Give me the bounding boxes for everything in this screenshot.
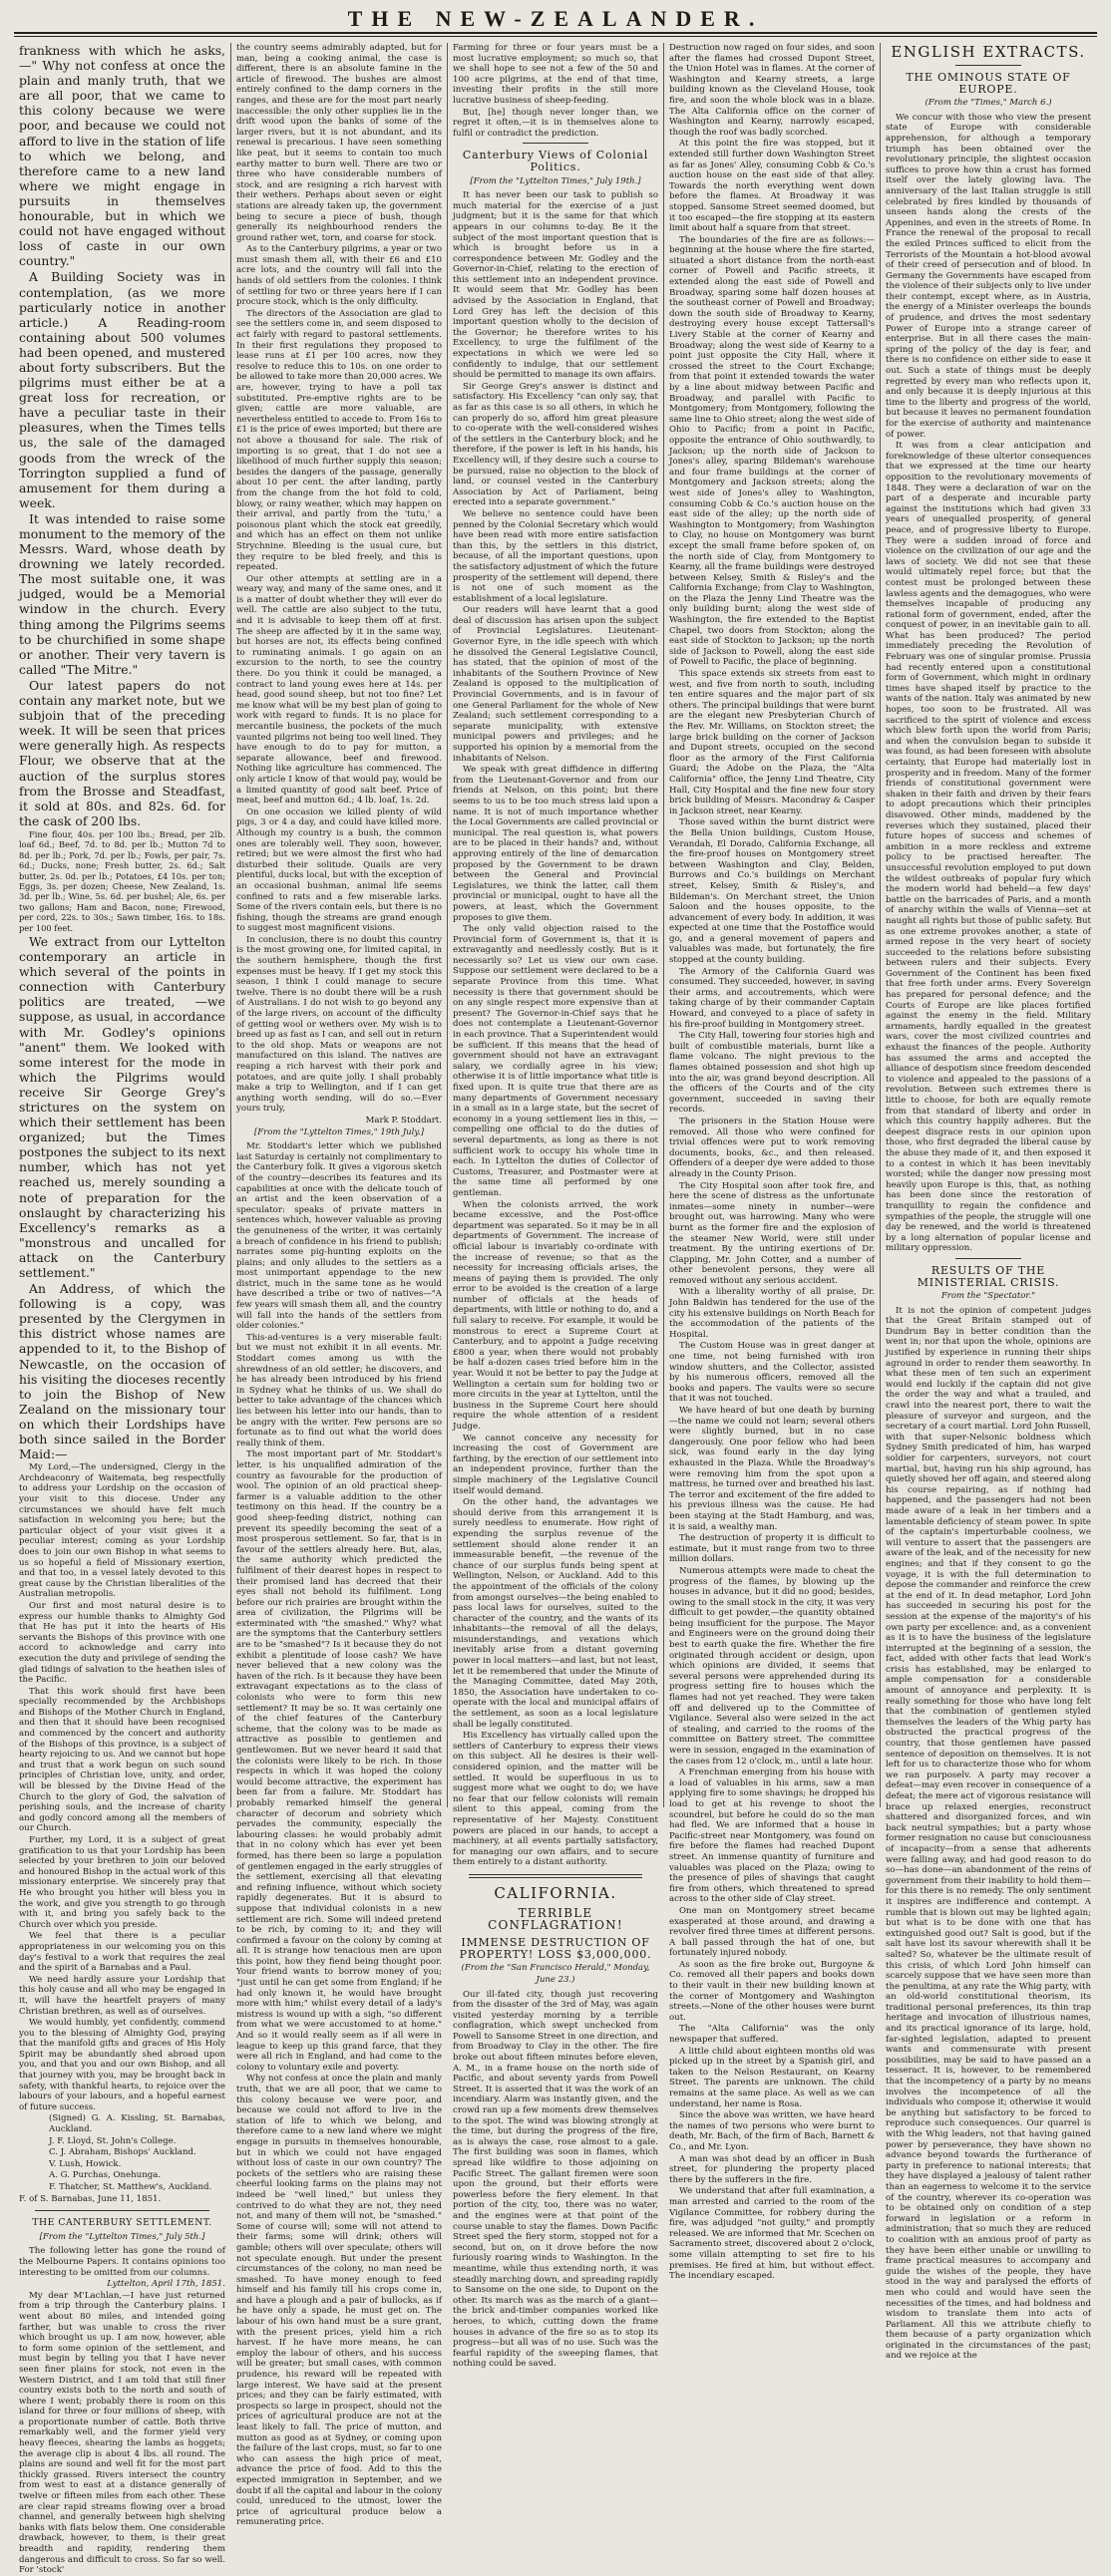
- article-paragraph: frankness with which he asks,—" Why not confess at once the plain and manly truth, that we are all poor, that we came to this colony because we were poor, and because we could not afford to live in the station of life to which we belong, and therefore came to a new land where we might engage in pursuits in themselves honourable, but in which we could not have engaged without loss of caste in our own country.": [19, 43, 226, 269]
- article-paragraph: It was intended to raise some monument to the memory of the Messrs. Ward, whose death by drowning we lately recorded. The most suitable one, it was judged, would be a Memorial window in the church. Every thing among the Pilgrims seems to be churchified in some shape or another. Their very tavern is called "The Mitre.": [19, 510, 225, 677]
- article-paragraph: The most important part of Mr. Stoddart's letter, is his unqualified admiration of the country as favourable for the production of wool. The opinion of an old practical sheep-farmer is a valuable addition to the other testimony on this head. If the country be a good sheep-feeding district, nothing can prevent its speedily becoming the seat of a most prosperous settlement. So far, that is in favour of the settlers already here. But, alas, the same authority which predicted the fulfilment of their dearest hopes in respect to their promised land has decreed that their eyes shall not behold its fulfilment. Long before our rich prairies are brought within the area of civilization, the Pilgrims will be exterminated with "the smashed." Why? what are the symptoms that the Canterbury settlers are to be "smashed"? Is it because they do not exhibit a plentitude of loose cash? We have never believed that a new colony was the haven of the rich. Is it because they have been extravagant expectations as to the class of colonists who were to form this new settlement? It may be so. It was certainly one of the chief features of the Canterbury scheme, that the colony was to be made as attractive as possible to gentlemen and gentlewomen. But we never heard it said that the colonists were likely to be rich. In those respects in which it was hoped the colony would become attractive, the experiment has been far from a failure. Mr. Stoddart has probably remarked himself the general character of decorum and sobriety which pervades the community, especially the labouring classes: he would probably admit that in no colony which has ever yet been formed, has there been so large a population of gentlemen engaged in the early struggles of the settlement, exercising all that elevating and refining influence, without which society rapidly degenerates. But it is absurd to suppose that individual colonists in a new settlement are rich. Some will indeed pretend to be rich, by coming to it; and they will confirmed a favour on the colony by coming at all. It is strange how tenacious men are upon this point, how they fiend being thought poor. Your friend wants to borrow money of you; "just until he can get some from England; if he had only known it, he would have brought more with him;" whilst every detail of a lady's mistress is wound up with a sigh, "so different from what we were accustomed to at home." And so it would really seem as if all were in league to keep up this grand farce, that they were all rich in England, and had come to the colony to voluntary exile and poverty.: [236, 1449, 442, 2073]
- article-paragraph: Those saved within the burnt district were the Bella Union buildings, Custom House, Verandah, El Dorado, California Exchange, all the fire-proof houses on Montgomery street between Washington and Clay, Belden, Burrows and Co.'s buildings on Merchant street, Kelsey, Smith & Risley's, and Bildeman's. On Merchant street, the Union Saloon and the houses opposite, to the advancement of every body. In addition, it was expected at one time that the Postoffice would go, and a general movement of papers and valuables was made, but fortunately, the fire stopped at the county building.: [669, 817, 875, 966]
- letter-paragraph: My dear M'Lachlan,—I have just returned from a trip through the Canterbury plains. I went about 80 miles, and intended going farther, but was unable to cross the river which brought us up. I am now, however, able to form some opinion of the settlement, and must begin by telling you that I have never seen finer plains for stock, not even in the Western District, and I am told that still finer country exists both to the north and south of where I went; probably there is room on this island for three or four millions of sheep, with a proportionate number of cattle. Both thrive remarkably well, and the former yield very heavy fleeces, shearing the lambs as hoggets; the average clip is about 4 lbs. all round. The plains are sound and well fit for the most part thickly grassed. Rivers intersect the country from west to east at a distance generally of twelve or fifteen miles from each other. These are clear rapid streams flowing over a broad channel, and generally between high shelving banks with flats below them. One considerable drawback, however, to them, is their great breadth and rapidity, rendering them dangerous and difficult to cross. So far so well. For 'stock': [19, 2290, 225, 2576]
- section-divider: [35, 2210, 209, 2211]
- source-line: [From the "Lyttelton Times," July 5th.]: [39, 2231, 205, 2242]
- signature-line: (Signed) G. A. Kissling, St. Barnabas, Auckland.: [49, 2113, 225, 2135]
- masthead-title: THE NEW-ZEALANDER.: [347, 6, 764, 31]
- article-paragraph: It has never been our task to publish so much material for the exercise of a just judgment; but it is the same for that which appears in our columns to-day. Be it the subject of the most important question that is which is brought before us in a correspondence between Mr. Godley and the Governor-in-Chief, relating to the erection of this settlement into an independent province. It would seem that Mr. Godley has been advised by the Association in England, that Lord Grey has left the decision of this important question wholly to the decision of the Governor; he therefore writes to his Excellency, to urge the fulfilment of the expectations in which we were led so confidently to indulge, that our settlement should be permitted to manage its own affairs.: [453, 190, 658, 381]
- section-divider: [955, 1258, 1021, 1259]
- section-subheading: THE OMINOUS STATE OF EUROPE.: [906, 71, 1071, 96]
- column-1: [14, 43, 230, 2576]
- letter-paragraph: On one occasion we killed plenty of wild pigs, 3 or 4 a day, and could have killed more. Although my country is a bush, the common ones are tolerably well. They soon, however, retired; but we were almost the first who had disturbed their solitude. Quails are very plentiful, ducks local, but with the exception of an occasional bushman, animal life seems confined to rats and a few miserable larks. Some of the rivers contain eels, but there is no fishing, though the streams are grand enough to suggest most magnificent visions.: [236, 806, 442, 934]
- article-paragraph: This space extends six streets from east to west, and five from north to south, including ten entire squares and the major part of six others. The principal buildings that were burnt are the elegant new Presbyterian Church of the Rev. Mr. Williams, on Stockton street; the large brick building on the corner of Jackson and Dupont streets, occupied on the second floor as the armory of the First California Guard; the Adobe on the Plaza, the "Alta California" office, the Jenny Lind Theatre, City Hall, City Hospital and the fine new four story brick building of Messrs. Macondray & Casper in Jackson street, near Kearny.: [669, 669, 875, 816]
- article-paragraph: The "Alta California" was the only newspaper that suffered.: [669, 2024, 875, 2046]
- article-paragraph: The City Hall, towering four stories high and built of combustible materials, burnt like a flame volcano. The night previous to the flames obtained possession and shot high up into the air, was grand beyond description. All the officers of the Courts and of the city government, succeeded in saving their records.: [669, 1031, 875, 1116]
- letter-paragraph: the country seems admirably adapted, but for man, being a cooking animal, the case is different, there is an absolute famine in the article of firewood. The bushes are almost entirely confined to the damp corners in the ranges, and these are for the most part nearly inaccessible: the only other supplies lie in the drift wood upon the banks of some of the larger rivers, but it is not abundant, and its renewal is precarious. I have seen something like peat, but it seems to contain too much earthy matter to burn well. There are two or three who have considerable numbers of stock, and are resigning a rich harvest with their wethers. Perhaps about seven or eight stations are already taken up, the government being to secure a piece of bush, though generally its neighbourhood renders the ground rather wet, torn, and coarse for stock.: [236, 43, 442, 243]
- article-paragraph: The destruction of property it is difficult to estimate, but it must range from two to three million dollars.: [669, 1533, 875, 1565]
- section-heading: Canterbury Views of Colonial Politics.: [462, 149, 649, 173]
- section-divider: [469, 1874, 642, 1878]
- article-paragraph: Destruction now raged on four sides, and soon after the flames had crossed Dupont Street, the Union Hotel was in flames. At the corner of Washington and Kearny streets, a large building known as the Cleveland House, took fire, and soon the whole block was in a blaze. The Alta California office on the corner of Washington and Kearny, narrowly escaped, though the roof was badly scorched.: [669, 43, 876, 138]
- masthead-rule: [14, 32, 1097, 37]
- section-heading: CALIFORNIA.: [494, 1883, 617, 1902]
- article-paragraph: Why not confess at once the plain and manly truth, that we are all poor, that we came to this colony because we were poor, and because we could not afford to live in the station of life to which we belong, and therefore came to a new land where we might engage in pursuits in themselves honourable, but in which we could not have engaged without loss of caste in our own country? The pockets of the settlers who are raising these cheerful looking farms on the plains may not indeed be "well lined," but unless they contrived to do what they are not, they need not, and many of them will not, be "smashed." Some of course will; some will not attend to their farms; some will drink; others will gamble; others will over speculate; others will not speculate enough. But under the present circumstances of the colony, no man need be smashed. To have money enough to feed himself and his family till his crops come in, and have a plough and a pair of bullocks, as if he have only a spade, he must get on. The labour of his own hand must be a sure grant, with the present prices, yield him a rich harvest. If he have more means, he can employ the labour of others, and his success will be greater; but small cases, with common prudence, his reward will be repeated with large interest. We have said at the present prices; and they can be fairly estimated, with prospects so large in prospect, should not the prices of agricultural produce are not at the least likely to fall. The price of mutton, and mutton as good as at Sydney, or coming upon the failure of the last crops, must, so far to one who can assess the high price of meat, advance the price of food. Add to this the expected immigration in September, and we doubt if all the capital and labour in the colony could, unreduced to the utmost, lower the price of agricultural produce below a remunerating price.: [236, 2074, 442, 2528]
- article-paragraph: When the colonists arrived, the work became excessive, and the Post-office department was separated. So it may be in all departments of Government. The increase of official labour is invariably co-ordinate with the increase of revenue; so that as the necessity for increasing officials arises, the means of paying them is provided. The only error to be avoided is the creation of a large number of officials at the heads of departments, with little or nothing to do, and a full salary to receive. For example, it would be monstrous to erect a Supreme Court at Canterbury, and to appoint a Judge receiving £800 a year, when there would not probably be half a-dozen cases tried before him in the year. Would it not be better to pay the Judge at Wellington a certain sum for holding two or more circuits in the year at Lyttelton, until the business in the Supreme Court here should require the whole attention of a resident Judge.: [453, 1199, 658, 1432]
- article-paragraph: The only valid objection raised to the Provincial form of Government is, that it is extravagantly and needlessly costly. But is it necessarily so? Let us view our own case. Suppose our settlement were declared to be a separate Province from this time. What necessity is there that government should be on any single respect more expensive than at present? The Governor-in-Chief says that he does not contemplate a Lieutenant-Governor in each province. That a Superintendent would be sufficient. If this means that the head of government should not have an extravagant salary, we cordially agree in his view; otherwise it is of little importance what title is fixed upon. It is quite true that there are as many departments of Government necessary in a small as in a large state, but the secret of economy in a young settlement lies in this, —compelling one official to do the duties of several departments, as long as there is not sufficient work to occupy his whole time in each. In Lyttelton the duties of Collector of Customs, Treasurer, and Postmaster were at the same time all performed by one gentleman.: [453, 924, 658, 1198]
- section-heading: THE CANTERBURY SETTLEMENT.: [32, 2217, 212, 2229]
- article-paragraph: We extract from our Lyttelton contemporary an article in which several of the points in connection with Canterbury politics are treated, —we suppose, as usual, in accordance with Mr. Godley's opinions "anent" them. We looked with some interest for the mode in which the Pilgrims would receive Sir George Grey's strictures on the system on which their settlement has been organized; but the Times postpones the subject to its next number, which has not yet reached us, merely sounding a note of preparation for the onslaught by characterizing his Excellency's remarks as a "monstrous and uncalled for attack on the Canterbury settlement.": [19, 933, 225, 1280]
- signature-line: V. Lush, Howick.: [49, 2158, 122, 2169]
- signature-line: C. J. Abraham, Bishops' Auckland.: [49, 2147, 196, 2158]
- article-paragraph: But, [he] though never longer than, we regret it often,—it is in themselves alone to fulfil or contradict the prediction.: [453, 107, 658, 139]
- article-paragraph: With a liberality worthy of all praise, Dr. John Baldwin has tendered for the use of the city his extensive buildings on North Beach for the accommodation of the patients of the Hospital.: [669, 1287, 875, 1340]
- article-paragraph: We have heard of but one death by burning—the name we could not learn; several others were slightly burned, but in no case dangerously. One poor fellow who had been sick, was found early in the day lying exhausted in the Plaza. While the Broadway's were removing him from the spot upon a mattress, he turned over and breathed his last. The terror and excitement of the fire added to his previous illness was the cause. He had been staying at the Stadt Hamburg, and was, it is said, a wealthy man.: [669, 1406, 875, 1532]
- article-paragraph: Our latest papers do not contain any market note, but we subjoin that of the preceding week. It will be seen that prices were generally high. As respects Flour, we observe that at the auction of the surplus stores from the Brosse and Steadfast, it sold at 80s. and 82s. 6d. for the cask of 200 lbs.: [19, 677, 225, 828]
- article-paragraph: A man was shot dead by an officer in Bush street, for plundering the property placed there by the sufferers in the fire.: [669, 2153, 875, 2185]
- article-paragraph: At this point the fire was stopped, but it extended still further down Washington Street as far as Jones' Alley, consuming Cobb & Co.'s auction house on the east side of that alley. Towards the north everything went down before the flames. At Broadway it was stopped. Sansome Street seemed doomed, but it too escaped—the fire stopping at its eastern limit about half a square from that street.: [669, 139, 875, 234]
- signature-line: F. Thatcher, St. Matthew's, Auckland.: [49, 2182, 212, 2192]
- address-paragraph: My Lord,—The undersigned, Clergy in the Archdeaconry of Waitemata, beg respectfully to address your Lordship on the occasion of your visit to this diocese. Under any circumstances we should have felt much satisfaction in welcoming you here; but the particular object of your visit gives it a peculiar interest; coming as your Lordship does to join our own Bishop in what seems to us so hopeful a field of Missionary exertion, and that too, in a vessel lately devoted to this great cause by the Christian liberalities of the Australian metropolis.: [19, 1462, 225, 1600]
- columns: [14, 43, 1097, 2576]
- source-line: (From the "Times," March 6.): [925, 98, 1052, 109]
- letter-paragraph: In conclusion, there is no doubt this country is the most growing one, for limited capital, in the southern hemisphere, though the first expenses must be heavy. If I get my stock this season, I think I could manage to secure twelve. There is no doubt there will be a rush of Australians. I do not wish to go beyond any of the large rivers, on account of the difficulty of getting wool or wethers over. My wish is to breed up as fast as I can, and sell out in return to the old shop. Mats or weapons are not manufactured on this island. The natives are reaping a rich harvest with their pork and potatoes, and are quite jolly. I shall probably make a trip to Wellington, and if I can get anything worth sending, will do so.—Ever yours truly,: [236, 934, 442, 1115]
- article-paragraph: On the other hand, the advantages we should derive from this arrangement it is surely needless to enumerate. How right of expending the surplus revenue of the settlement should alone render it an immeasurable benefit, —the revenue of the chance of our surplus funds being spent at Wellington, Nelson, or Auckland. Add to this the appointment of the officials of the colony from amongst ourselves—the being enabled to pass local laws for ourselves, suited to the character of the country, and the wants of its inhabitants—the removal of all the delays, misunderstandings, and vexations which inevitably arise from a distant governing power in local matters—and last, but not least, let it be remembered that under the Minute of the Managing Committee, dated May 20th, 1850, the Association have undertaken to co-operate with the local and municipal affairs of the settlement, as soon as a local legislature shall be legally constituted.: [453, 1497, 658, 1730]
- article-paragraph: Mr. Stoddart's letter which we published last Saturday is certainly not complimentary to the Canterbury folk. It gives a vigorous sketch of the country—describes its features and its capabilities at once with the delicate touch of an artist and the keen observation of a speculator: speaks of private matters in sentences which, however valuable as proving the genuineness of the writer, it was certainly a breach of confidence in his friend to publish; narrates some pig-hunting exploits on the plains; and only alludes to the settlers as a most unimportant appendage to the new district, much in the same tone as he would have described a tribe or two of natives—"A few years will smash them all, and the country will fall into the hands of the settlers from older colonies.": [236, 1141, 442, 1332]
- address-paragraph: Our first and most natural desire is to express our humble thanks to Almighty God that He has put it into the hearts of His servants the Bishops of this province with one accord to acknowledge and carry into execution the duty and privilege of sending the glad tidings of salvation to the heathen isles of the Pacific.: [19, 1600, 225, 1686]
- section-divider: [955, 65, 1021, 66]
- column-3: [447, 43, 663, 2370]
- article-paragraph: A Frenchman emerging from his house with a load of valuables in his arms, saw a man applying fire to some shavings; he dropped his load to get at his revenge to shoot the scoundrel, but before he could do so the man had fled. We are informed that a house in Pacific-street near Montgomery, was found on fire before the flames had reached Dupont street. An immense quantity of furniture and valuables was placed on the Plaza; owing to the presence of piles of shavings that caught fire from others, which threatened to spread across to the other side of Clay street.: [669, 1768, 875, 1905]
- article-paragraph: The following letter has gone the round of the Melbourne Papers. It contains opinions too interesting to be omitted from our columns.: [19, 2246, 225, 2278]
- article-paragraph: A little child about eighteen months old was picked up in the street by a Spanish girl, and taken to the Nelson Restaurant, on Kearny Street. The parents are unknown. The child remains at the same place. As well as we can understand, her name is Rosa.: [669, 2046, 875, 2109]
- address-paragraph: Further, my Lord, it is a subject of great gratification to us that your Lordship has been selected by your brethren to join our beloved and honoured Bishop in the actual work of this missionary enterprise. We sincerely pray that He who brought you hither will bless you in the work, and give you strength to go through with it, and bring you safely back to the Church over which you preside.: [19, 1835, 225, 1930]
- article-paragraph: Numerous attempts were made to cheat the progress of the flames, by blowing up the houses in advance, but it did no good; besides, owing to the small stock in the city, it was very difficult to get powder,—the quantity obtained being insufficient for the purpose. The Mayor and Engineers were on the ground doing their best to earth quake the fire. Whether the fire originated through accident or design, upon which opinions are divided, it seems that several persons were apprehended during its progress setting fire to houses which the flames had not yet reached. They were taken off and delivered up to the Committee of Vigilance. Several also were seized in the act of stealing, and carried to the rooms of the committee on Battery street. The committee were in session, engaged in the examination of the cases from 12 o'clock, m., until a late hour.: [669, 1565, 875, 1767]
- article-paragraph: Sir George Grey's answer is distinct and satisfactory. His Excellency "can only say, that as far as this case is so all others, in which he can properly do so, afford him great pleasure to co-operate with the well-considered wishes of the settlers in the Canterbury block; and he therefore, if the power is left in his hands, his Excellency will, if they desire such a course to be pursued, raise no objection to the block of land, or counsel vested in the Canterbury Association by Act of Parliament, being erected into a separate government.": [453, 381, 658, 508]
- article-paragraph: Since the above was written, we have heard the names of two persons who were burnt to death, Mr. Bach, of the firm of Bach, Barnett & Co., and Mr. Lyon.: [669, 2110, 875, 2152]
- address-paragraph: We would humbly, yet confidently, commend you to the blessing of Almighty God, praying that the manifold gifts and graces of His Holy Spirit may be abundantly shed abroad upon you, and that you and our own Bishop, and all that journey with you, may be brought back in safety, with thankful hearts, to rejoice over the labours of your labours, and a hopeful earnest of future success.: [19, 2018, 225, 2112]
- source-line: From the "Spectator.": [940, 1291, 1036, 1302]
- article-paragraph: We speak with great diffidence in differing from the Lieutenant-Governor and from our friends at Nelson, on this point; but there seems to us to be too much stress laid upon a name. It is not of much importance whether the Local Governments are called provincial or municipal. The real question is, what powers are to be placed in their hands? and, without approving entirely of the line of demarcation proposed by the Government to be drawn between the General and Provincial Legislatures, we think the latter, call them provincial or municipal, ought to have all the powers, at least, which the Government proposes to give them.: [453, 765, 658, 923]
- letter-paragraph: Our other attempts at settling are in a weary way, and many of the same ones, and it is a matter of doubt whether they will ever do well. The cattle are also subject to the tutu, and it is advisable to keep them off at first. The sheep are affected by it in the same way, but horses are not, its effects being confined to ruminating animals. I go again on an excursion to the north, to see the country there. Do you think it could be managed, a contract to land young ewes here at 14s. per head, good sound sheep, but not too fine? Let me know what will be my best plan of going to work with regard to funds. It is no place for mercantile business, the pockets of the much vaunted pilgrims not being too well lined. They have enough to do to pay for mutton, a separate allowance, beef and firewood. Nothing like agriculture has commenced. The only article I know of that would pay, would be a limited quantity of good salt beef. Price of meat, beef and mutton 6d.; 4 lb. loaf, 1s. 2d.: [236, 573, 442, 806]
- article-paragraph: This-ad-ventures is a very miserable fault: but we must not exhibit it in all events. Mr. Stoddart comes among us with the shrewdness of an old settler; he discovers, and he has already been introduced by his friend in Sydney what he thinks of us. We shall do better to take advantage of the chances which lies between his letter into our hands, than to be angry with the writer. Few persons are so fortunate as to find out what the world does really think of them.: [236, 1332, 442, 1449]
- letter-paragraph: The directors of the Association are glad to see the settlers come in, and seem disposed to act fairly with regard to pastoral settlements. In their first regulations they proposed to lease runs at £1 per 100 acres, now they resolve to reduce this to 10s. on one order to be allowed to take more than 20,000 acres. We are, however, trying to have a poll tax substituted. Pre-emptive rights are to be given; cattle are more valuable, are nevertheless entitled to accede to. From 16s to £1 is the price of ewes imported; but there are not above a thousand for sale. The risk of importing is so great, that I do not see a likelihood of much further supply this season; besides the dangers of the passage, generally about 10 per cent. the after landing, partly from the change from the hot fold to cold, blowy, or rainy weather, which may happen on their arrival, and partly from the 'tutu,' a poisonous plant which the stock eat greedily, and which has an effect on them not unlike Strychnine. Bleeding is the usual cure, but they require to be bled freely, and this is repeated.: [236, 308, 442, 573]
- article-paragraph: Farming for three or four years must be a most lucrative employment; so much so, that we shall hope to see not a few of the 50 and 100 acre pilgrims, at the end of that time, investing their profits in the still more lucrative business of sheep-feeding.: [453, 43, 658, 106]
- column-4: [663, 43, 880, 2282]
- section-subheading: RESULTS OF THE MINISTERIAL CRISIS.: [917, 1263, 1060, 1289]
- market-prices: Fine flour, 40s. per 100 lbs.; Bread, per 2lb. loaf 6d.; Beef, 7d. to 8d. per lb.; Mutton 7d to 8d. per lb.; Pork, 7d. per lb.; Fowls, per pair, 7s. 6d.; Ducks, none; Fresh butter, 2s. 6d.; Salt butter, 2s. 0d. per lb.; Potatoes, £4 10s. per ton; Eggs, 3s. per dozen; Cheese, New Zealand, 1s. 3d. per lb.; Wine, 5s. 6d. per bushel; Ale, 6s. per two gallons; Ham and Bacon, none; Firewood, per cord, 22s. to 30s.; Sawn timber, 16s. to 18s. per 100 feet.: [19, 828, 225, 933]
- article-paragraph: The boundaries of the fire are as follows:—beginning at the house where the fire started, situated a short distance from the north-east corner of Powell and Pacific streets, it extended along the east side of Powell and Broadway, sparing some half dozen houses at the southeast corner of Powell and Broadway; down the south side of Broadway to Kearny, destroying every house except Tattersall's Livery Stable at the corner of Kearny and Broadway; along the west side of Kearny to a point just opposite the City Hall, where it crossed the street to the Court Exchange; from that point it extended towards the water by a line about midway between Pacific and Broadway, and parallel with Pacific to Montgomery; from Montgomery, following the same line to Ohio street; along the west side of Ohio to Pacific; from a point in Pacific, opposite the entrance of Ohio southwardly, to Jackson; up the north side of Jackson to Jones's alley, sparing Bildeman's warehouse and four frame buildings at the corner of Montgomery and Jackson streets; along the west side of Jones's alley to Washington, consuming Cobb & Co.'s auction house on the east side of the alley; up the north side of Washington to Montgomery; from Washington to Clay, no house on Montgomery was burnt except the small frame before spoken of, on the north side of Clay, from Montgomery to Kearny, all the frame buildings were destroyed between Kelsey, Smith & Risley's and the California Exchange; from Clay to Washington, on the Plaza the Jenny Lind Theatre was the only building burnt; along the west side of Washington, the fire extended to the Baptist Chapel, two doors from Stockton; along the east side of Stockton to Jackson; up the north side of Jackson to Powell, along the east side of Powell to Pacific, the place of beginning.: [669, 234, 875, 668]
- dateline: Lyttelton, April 17th, 1851.: [107, 2279, 225, 2290]
- article-paragraph: Our ill-fated city, though just recovering from the disaster of the 3rd of May, was again visited yesterday morning by a terrible conflagration, which swept unchecked from Powell to Sansome Street in one direction, and from Broadway to Clay in the other. The fire broke out about fifteen minutes before eleven, A. M., in a frame house on the north side of Pacific, and about seventy yards from Powell Street. It is asserted that it was the work of an incendiary. Alarm was instantly given, and the crowd ran up a few moments drew themselves to the spot. The wind was blowing strongly at the time, but during the progress of the fire, as is always the case, rose almost to a gale. The first building was soon in flames, which spread like wildfire to those adjoining on Pacific Street. The gallant firemen were soon upon the ground, but their efforts were powerless before the fiery element. In that portion of the city, too, there was no water, and the engines were at that point of the course unable to stay the flames. Down Pacific Street sped the fiery storm, stopped not for a second, but on, on it drove before the now furiously roaring winds to Washington. In the meantime, while thus extending north, it was steadily marching down, and spreading rapidly to Sansome on the one side, to Dupont on the other. Its march was as the march of a giant—the brick and-timber companies worked like heroes, to which, cutting down the frame houses in advance of the fire so as to stop its progress—but all was of no use. Such was the fearful rapidity of the sweeping flames, that nothing could be saved.: [453, 1989, 658, 2370]
- signature-line: J. F. Lloyd, St. John's College.: [49, 2135, 177, 2146]
- source-line: [From the "Lyttelton Times," July 19th.]: [470, 175, 641, 186]
- section-divider: [523, 143, 588, 144]
- article-paragraph: Our readers will have learnt that a good deal of discussion has arisen upon the subject of Provincial Legislatures. Lieutenant-Governor Eyre, in the idle speech with which he dissolved the General Legislative Council, has stated, that the opinion of most of the inhabitants of the Southern Province of New Zealand is opposed to the multiplication of Provincial Governments, and is in favour of one General Parliament for the whole of New Zealand; such settlement corresponding to a separate municipality, with extensive municipal powers and privileges; and he supported his opinion by a memorial from the inhabitants of Nelson.: [453, 605, 658, 764]
- article-paragraph: We understand that after full examination, a man arrested and carried to the room of the Vigilance Committee, for robbery during the fire, was adjudged "not guilty," and promptly released. We are informed that Mr. Scechen on Sacramento street, discovered about 2 o'clock, some villain attempting to set fire to his premises. He fired at him, but without effect. The incendiary escaped.: [669, 2186, 875, 2282]
- article-paragraph: The prisoners in the Station House were removed. All those who were confined for trivial offences were put to work removing documents, books, &c., and then released. Offenders of a deeper dye were added to those already in the County Prison.: [669, 1116, 875, 1179]
- address-paragraph: We need hardly assure your Lordship that this holy cause and all who may be engaged in it, will have the heartfelt prayers of many Christian brethren, as well as of ourselves.: [19, 1974, 225, 2017]
- source-line: (From the "San Francisco Herald," Monday, June 23.): [461, 1963, 650, 1985]
- article-paragraph: We concur with those who view the present state of Europe with considerable apprehension, for although a temporary triumph has been obtained over the revolutionary principle, the slightest occasion suffices to prove how thin a crust has formed itself over the lately glowing lava. The anniversary of the last Italian struggle is still celebrated by fires kindled by thousands of unseen hands along the crests of the Appenines, and even in the streets of Rome. In France the renewal of the proposal to recall the exiled Princes sufficed to elicit from the Terrorists of the Mountain a hot-blood avowal of their creed of persecution and of blood. In Germany the Governments have escaped from the violence of their subjects only to live under their contempt, except where, as in Austria, the energy of a Minister overleaps the bounds of prudence, and drives the most sedentary Power of Europe into a strange career of enterprise. But in all there cases the main-spring of the policy of the day is fear, and there is no confidence on either side to ease it out. Such a state of things must be deeply regretted by every man who reflects upon it, and only because it is deeply injurious at this time to the liberty and progress of the world, but because it leaves no permanent foundation for the exercise of authority and maintenance of power.: [886, 112, 1091, 440]
- column-5: [880, 43, 1096, 2362]
- article-paragraph: The Custom House was in great danger at one time, not being furnished with iron window shutters, and the Collector, assisted by his numerous officers, removed all the books and papers. The vaults were so secure that it was not touched.: [669, 1341, 875, 1405]
- article-paragraph: One man on Montgomery street became exasperated at those around, and drawing a revolver fired three times at different persons. A ball passed through the hat of one, but fortunately injured nobody.: [669, 1905, 875, 1959]
- signature-date: F. of S. Barnabas, June 11, 1851.: [19, 2193, 162, 2204]
- source-line: [From the "Lyttelton Times," 19th July.]: [253, 1127, 425, 1137]
- section-subheading: IMMENSE DESTRUCTION OF PROPERTY! LOSS $3,000,000.: [459, 1936, 652, 1961]
- address-paragraph: We feel that there is a peculiar appropriateness in our welcoming you on this day's festival to a work that requires the zeal and the spirit of a Barnabas and a Paul.: [19, 1931, 225, 1974]
- article-paragraph: It is not the opinion of competent judges that the Great Britain stamped out of Dundrum Bay in better condition than the went in; nor that upon the whole, opinions are justified by experience in running their ships aground in order to render them seaworthy. In what these men of ten such an experiment would end luckily if the captain did not give the order the way and what a trauled, and crawl into the nearest port, there to wait the pleasure of surveyor and surgeon, and the secretary of a court martial. Lord John Russell, with that super-Nelsonic boldness which Sydney Smith predicated of him, has warped soldier for carpenters, surveyors, not court martial, but, having run his ship aground, has quietly shoved her off again, and steered along his course repairing, as if nothing had happened, and the passengers had not been made aware of a leak in her timbers and a lamentable deficiency of steam power. In spite of the captain's imperturbable coolness, we will venture to assert that the passengers are aware of the leak, and of the necessity for new engines; and that if they consent to go the voyage, it is with the full determination to depose the commander and reinforce the crew at the end of it. In dead metaphor, Lord John has succeeded in securing his post for the session at the expense of the majority's of his own party per excellence: and, as a convenient as it is to have the business of the legislature interrupted at the beginning of a session, the fact, added with other facts that lead Work's crisis has established, may be enlarged to ample compensation for a considerable amount of annoyance and perplexity. It is really something for those who have long felt that the combination of gentlemen styled themselves the leaders of the Whig party has obstructed the practical progress of the country, that those gentlemen have passed sentence of deposition on themselves. It is not left for us to characterize those who for whom we ran purposelv. A party may recover a defeat—may even recover in consequence of a defeat; the mere act of vigorous resistance will brace up relaxed energies, reconstruct shattered and disorganized forces, and win back neutral sympathies; but a party whose former resignation no cause but consciousness of incapacity—from a sense that adherents were falling away, and had good reason to do so—has done—an abandonment of the reins of government from their inability to hold them—for this there is no remedy. The only sentiment it inspires are indifference and contempt. A rumble that is blown out may be lighted again; but what is to be done with one that has extinguished good out? Salt is good, but if the salt have lost its savour wherewith shall it be salted? So, whatever be the ultimate result of this crisis, of which Lord John himself can scarcely suppose that we have seen more than the penultima, at any rate the Whig party, with an old-world constitutional theorism, its traditional personal preferences, its thin trap heritage and invocation of illustrious names, and its practical ignorance of its large, hold, far-sighted legislation, adapted to present wants and commensurate with present possibilities, may be said to have passed an a tesseract. It is, however, to be remembered that the incompetency of a party by no means involves the incompetence of all the individuals who compose it; otherwise it would be anything but satisfactory to be forced to reproduce such consequences. Our quarrel is with the Whig leaders, not that having gained power by perseverance, they have shown no advance beyond towards the furtherance of party in preference to national interests; that they have displayed a jealousy of talent rather than an eagerness to welcome it to the service of the country, wherever its co-operation was to be obtained only on condition of a step forward in legislation or a reform in administration; that so much they are reduced to coalition with an anxious proof of party as they have been either unable or unwilling to frame practical measures to accompany and guide the wishes of the people, they have stood in the way and paralysed the efforts of men who could and would have seen the necessities of the times, and had boldness and wisdom to translate them into acts of Parliament. All this we attribute chiefly to them because of a party organization which originated in the circumstances of the past; and we rejoice at the: [886, 1305, 1091, 2362]
- article-paragraph: As soon as the fire broke out, Burgoyne & Co. removed all their papers and books down to their vault in their new building known at the corner of Montgomery and Washington streets.—None of the other houses were burnt out.: [669, 1959, 875, 2023]
- article-paragraph: The Armory of the California Guard was consumed. They succeeded, however, in saving their arms, and accoutrements, which were taking charge of by their commander Captain Howard, and conveyed to a place of safety in his fire-proof building in Montgomery street.: [669, 966, 875, 1030]
- article-paragraph: We believe no sentence could have been penned by the Colonial Secretary which would have been read with more entire satisfaction than this, by the settlers in this district, because, of all the important questions, upon the satisfactory adjustment of which the future prosperity of the settlement will depend, there is not one of such moment as the establishment of a local legislature.: [453, 508, 658, 604]
- section-subheading: TERRIBLE CONFLAGRATION!: [488, 1905, 623, 1932]
- column-2: [230, 43, 447, 2528]
- letter-paragraph: As to the Canterbury pilgrims, a year or two must smash them all, with their £6 and £10 acre lots, and the country will fall into the hands of old settlers from the colonies. I think of settling for two or three years here if I can procure stock, which is the only difficulty.: [236, 244, 442, 308]
- article-paragraph: It was from a clear anticipation and foreknowledge of these ulterior consequences that we expressed at the time our hearty opposition to the revolutionary movements of 1848. They were a declaration of war on the part of a desperate and incurable party against the institutions which had given 33 years of unequalled prosperity, of general peace, and of progressive liberty to Europe. They were a sudden inroad of force and violence on the civilization of our age and the laws of society. We did not see that these would ultimately repel force; but that the contest must be prolonged between these lawless agents and the demagogues, who were themselves incapable of producing any rational form of government, ended, after the conquest of power, in an inevitable gain to all. What has been produced? The period immediately preceding the Revolution of February was one of singular promise. Prussia had recently entered upon a constitutional form of Government, which might in ordinary times have shaped itself by practice to the wants of the nation. Italy was animated by new hopes, too soon to be frustrated. All was sacrificed to the spirit of violence and excess which blew forth upon the world from Paris; and when the convulsion began to subside it was found, as had been foreseen with absolute certainty, that Europe had materially lost in prosperity and in freedom. Many of the former friends of constitutional government were shaken in their faith and driven by their fears to adopt precautions which their principles disavowed. Other minds, maddened by the reverses which they sustained, placed their future hopes of success and schemes of ambition in a more reckless and extreme policy to be practised hereafter. The unsuccessful revolution employed to put down the wildest outbreaks of popular fury which the modern world had beheld—a few days' battle on the barricades of Paris, and a month of anarchy within the walls of Vienna—set at naught all rights but those of public safety. But as one extreme provokes another, a state of armed repose in the very heart of society succeeded to the relations before subsisting between rulers and their subjects. Every Government of the Continent has been fixed that free forth under arms. Every Sovereign has prepared for personal defence; and the Courts of Europe are like places fortified against the enemy in the field. Military armaments, hardly equalled in the greatest wars, cover the most civilized countries and exhaust the finances of the people. Authority has assumed the arms and accepted the alliance of despotism since freedom descended to violence and appealed to the passions of a revolution. Between such extremes there is little to choose, for both are equally remote from that standard of liberty and order in which this country happily adheres. But the deepest disgrace rests in our opinion upon those, who first degraded the liberal cause by the abuse they made of it, and then exposed it to a contest in which it has been inevitably worsted; while the danger now pressing most heavily upon Europe is this, that, as nothing has been done since the restoration of tranquillity to regain the confidence and sympathies of the people, the struggle will one day be renewed, and the world is threatened by a long alternation of popular license and military oppression.: [886, 441, 1091, 1254]
- article-paragraph: His Excellency has virtually called upon the settlers of Canterbury to express their views on this subject. All he desires is their well-considered opinion, and the matter will be settled. It would be superfluous in us to suggest more what we ought to do; we have no fear that our fellow colonists will remain silent to this appeal, coming from the representative of her Majesty. Constituent powers are placed in our hands, to accept a machinery, at all events partially satisfactory, for managing our own affairs, and to secure them entirely to a distant authority.: [453, 1731, 658, 1868]
- signature-line: A. G. Purchas, Onehunga.: [49, 2170, 162, 2181]
- address-paragraph: That this work should first have been specially recommended by the Archbishops and Bishops of the Mother Church in England, and then that it should have been recognised and commenced by the concert and authority of the Bishops of this province, is a subject of hearty rejoicing to us. And we cannot but hope and trust that a work begun on such sound principles of Christian love, unity, and order, will be blessed by the Divine Head of the Church to the glory of God, the salvation of perishing souls, and the increase of charity and godly concord among all the members of our Church.: [19, 1686, 225, 1834]
- article-paragraph: The City Hospital soon after took fire, and here the scene of distress as the unfortunate inmates—some ninety in number—were brought out, was harrowing. Many who were burnt as the former fire and the explosion of the steamer New World, were still under treatment. By the untiring exertions of Dr. Clapping, Mr. John Cotter, and a number of other benevolent persons, they were all removed without any serious accident.: [669, 1180, 875, 1286]
- article-paragraph: An Address, of which the following is a copy, was presented by the Clergymen in this district whose names are appended to it, to the Bishop of Newcastle, on the occasion of his visiting the dioceses recently to join the Bishop of New Zealand on the missionary tour on which their Lordships have both since sailed in the Border Maid:—: [19, 1281, 225, 1462]
- article-paragraph: A Building Society was in contemplation, (as we more particularly notice in another article.) A Reading-room containing about 500 volumes had been opened, and mustered about forty subscribers. But the pilgrims must either be at a great loss for recreation, or have a peculiar taste in their pleasures, when the Times tells us, the sale of the damaged goods from the wreck of the Torrington supplied a fund of amusement for them during a week.: [19, 269, 225, 510]
- section-heading: ENGLISH EXTRACTS.: [891, 43, 1086, 61]
- letter-signature: Mark P. Stoddart.: [365, 1115, 442, 1126]
- article-paragraph: We cannot conceive any necessity for increasing the cost of Government are farthing, by the erection of our settlement into an independent province, further than the simple machinery of the Legislative Council itself would demand.: [453, 1433, 658, 1496]
